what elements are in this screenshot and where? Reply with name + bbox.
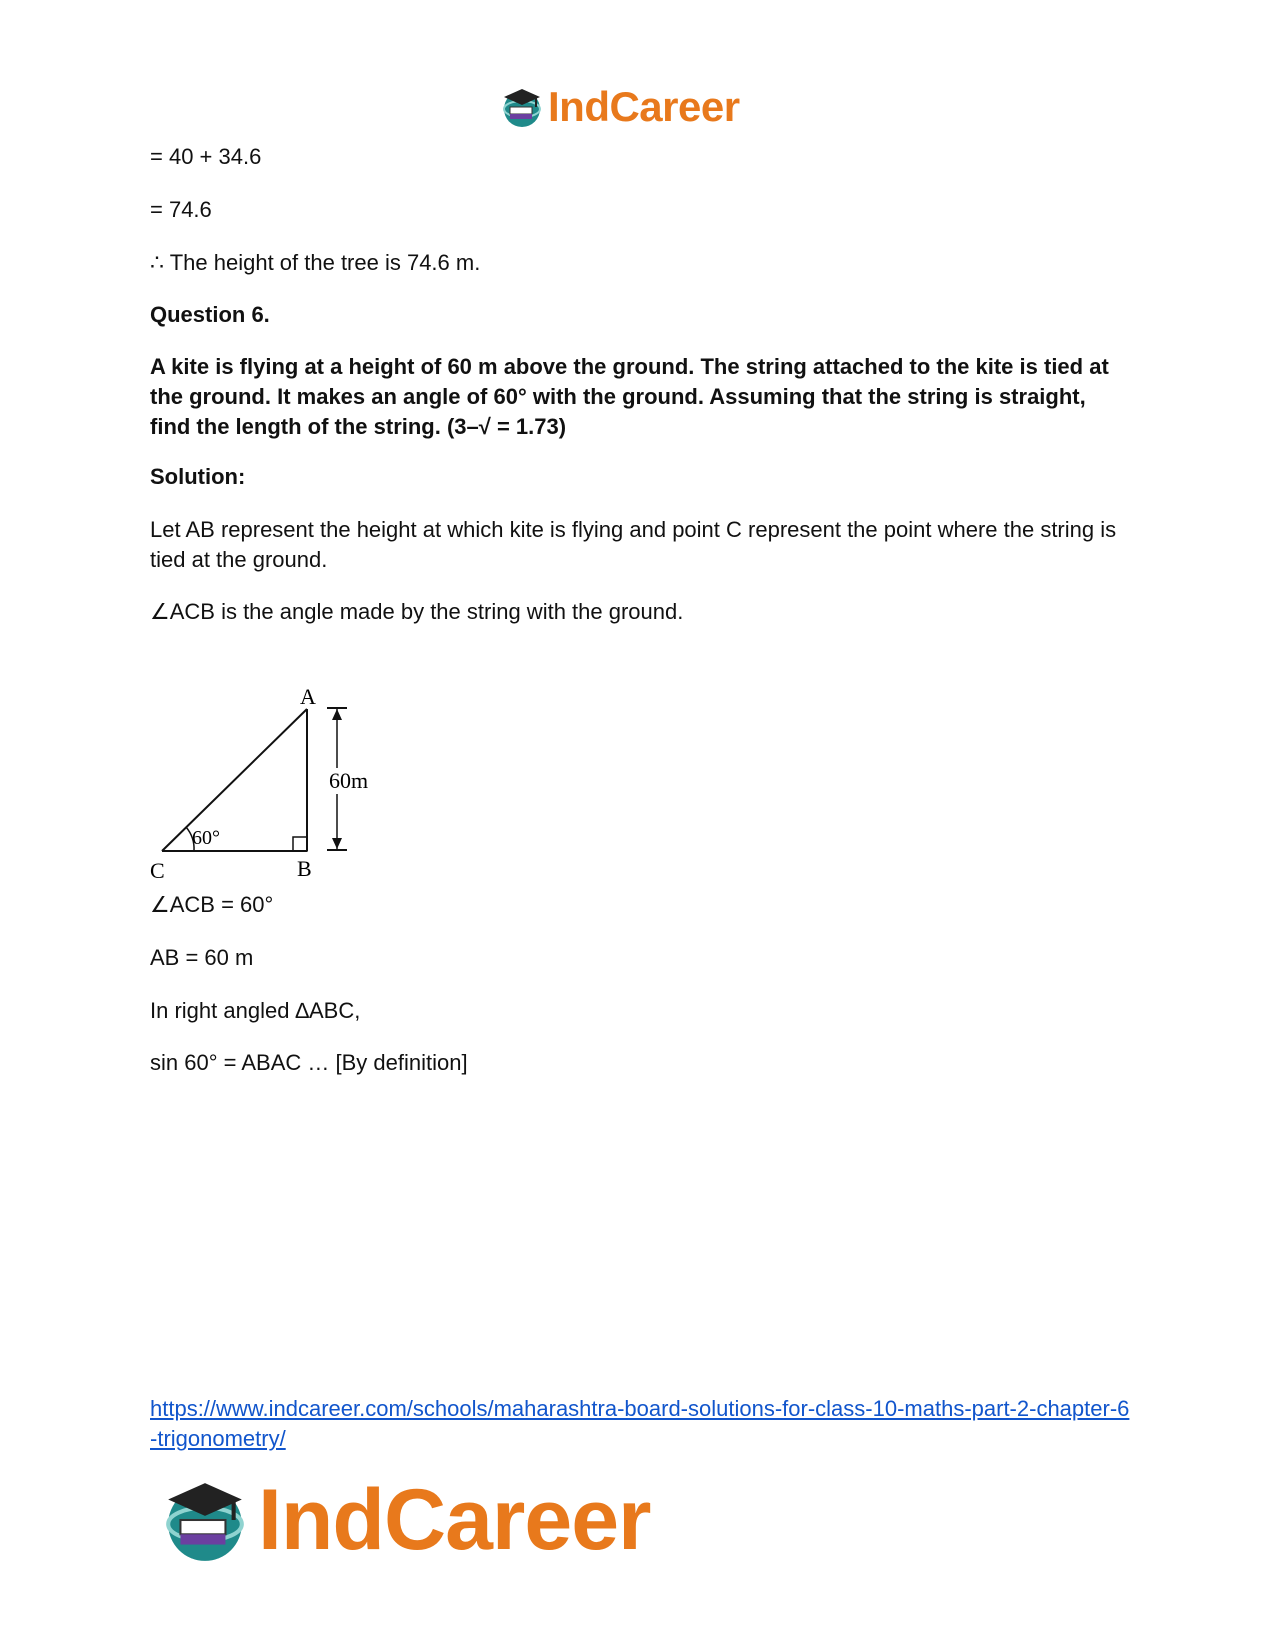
vertex-label-c: C [150,858,165,883]
solution-paragraph: Let AB represent the height at which kite is flying and point C represent the point where the string is tied at the ground. [150,517,1117,572]
solution-label: Solution: [150,464,246,489]
equation-line: sin 60° = ABAC … [By definition] [150,1050,468,1075]
arrow-up-icon [332,709,342,720]
vertex-label-a: A [300,686,316,709]
globe-graduation-icon [160,1475,250,1565]
brand-name: IndCareer [548,83,740,130]
equation-line: = 40 + 34.6 [150,144,262,169]
question-title: Question 6. [150,302,270,327]
brand-name: IndCareer [258,1471,651,1568]
vertex-label-b: B [297,856,312,881]
source-link[interactable]: https://www.indcareer.com/schools/maharashtra-board-solutions-for-class-10-maths-part-2-chapter-6-trigonometry/ [150,1396,1130,1451]
conclusion-line: ∴ The height of the tree is 74.6 m. [150,250,481,275]
arrow-down-icon [332,838,342,849]
footer-logo [160,1470,720,1570]
equation-line: AB = 60 m [150,945,254,970]
hypotenuse-ca [162,709,307,851]
triangle-diagram [150,686,400,906]
globe-graduation-icon [500,85,544,129]
equation-line: In right angled ∆ABC, [150,998,361,1023]
header-logo [500,82,780,132]
equation-line: = 74.6 [150,197,212,222]
height-label: 60m [329,768,369,793]
right-angle-marker [293,837,307,851]
solution-paragraph: ∠ACB is the angle made by the string with the ground. [150,599,684,624]
question-text: A kite is flying at a height of 60 m above the ground. The string attached to the kite is tied at the ground. It makes an angle of 60° with the ground. Assuming that the string is straight, find the length of the string. (3–√ = 1.73) [150,354,1109,439]
equation-line: ∠ACB = 60° [150,892,274,917]
angle-label: 60° [192,827,220,849]
